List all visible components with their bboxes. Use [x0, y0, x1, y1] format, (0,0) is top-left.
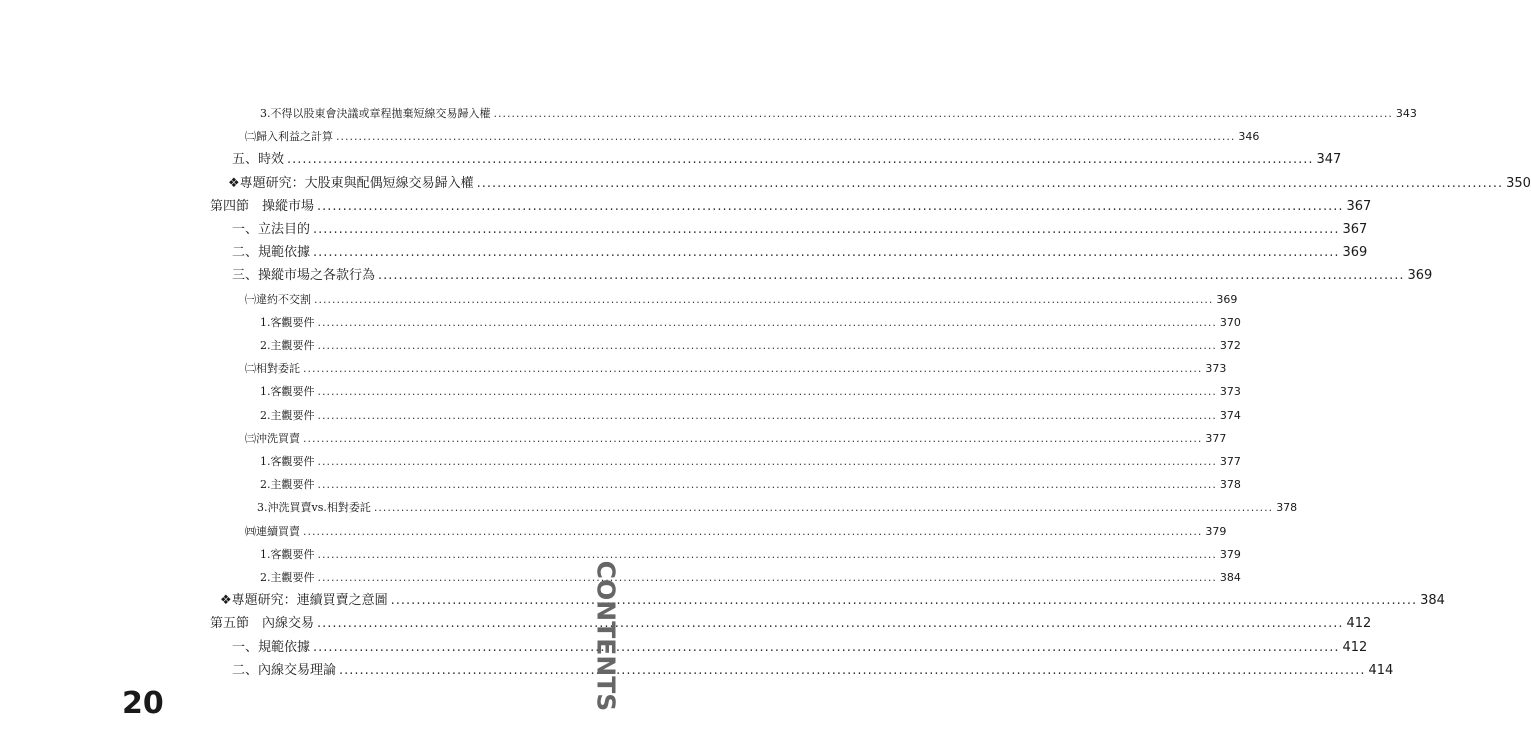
toc-entry-page: 350 [1506, 175, 1531, 191]
toc-entry-title: 3.不得以股東會決議或章程拋棄短線交易歸入權 [260, 107, 491, 120]
page-number: 20 [122, 686, 164, 721]
dot-leader: ........................................................................................................................................................................................................ [317, 339, 1217, 352]
dot-leader: ........................................................................................................................................................................................................ [317, 616, 1344, 632]
toc-entry [210, 614, 1372, 634]
toc-entry-page: 373 [1205, 362, 1227, 376]
dot-leader: ........................................................................................................................................................................................................ [313, 639, 1340, 655]
toc-entry [260, 452, 1241, 472]
toc-entry [257, 498, 1298, 518]
dot-leader: ........................................................................................................................................................................................................ [303, 431, 1203, 445]
dot-leader: ........................................................................................................................................................................................................ [303, 362, 1203, 376]
toc-entry-title: 2.主觀要件 [260, 571, 315, 584]
toc-entry-title: 三、操縱市場之各款行為 [232, 268, 376, 284]
toc-entry-page: 372 [1219, 339, 1241, 352]
dot-leader: ........................................................................................................................................................................................................ [390, 593, 1418, 609]
toc-entry [232, 638, 1368, 658]
toc-entry-page: 370 [1219, 315, 1241, 329]
dot-leader: ........................................................................................................................................................................................................ [313, 245, 1340, 261]
toc-entry-title: 1.客觀要件 [260, 385, 315, 399]
dot-leader: ........................................................................................................................................................................................................ [317, 571, 1217, 584]
toc-entry-page: 384 [1219, 571, 1241, 584]
toc-entry-page: 373 [1219, 385, 1241, 399]
toc-entry [232, 266, 1433, 286]
toc-entry-page: 379 [1219, 547, 1241, 561]
toc-entry-title: 第五節 內線交易 [210, 616, 315, 632]
toc-entry-title: 第四節 操縱市場 [210, 198, 315, 214]
toc-entry-title: 2.主觀要件 [260, 339, 315, 352]
dot-leader: ........................................................................................................................................................................................................ [317, 547, 1217, 561]
toc-entry-page: 347 [1316, 152, 1342, 168]
toc-entry-title: 一、規範依據 [232, 639, 311, 655]
toc-entry [260, 313, 1241, 333]
dot-leader: ........................................................................................................................................................................................................ [378, 268, 1405, 284]
toc-entry-page: 414 [1368, 662, 1394, 678]
dot-leader: ........................................................................................................................................................................................................ [476, 175, 1504, 191]
dot-leader: ........................................................................................................................................................................................................ [317, 455, 1217, 468]
toc-entry-page: 369 [1216, 292, 1238, 306]
toc-entry-page: 346 [1238, 130, 1260, 144]
toc-entry-page: 384 [1420, 593, 1445, 609]
toc-entry-page: 367 [1342, 222, 1368, 237]
toc-entry [232, 661, 1394, 681]
dot-leader: ........................................................................................................................................................................................................ [373, 501, 1274, 515]
toc-entry-page: 379 [1205, 524, 1227, 538]
toc-entry [245, 522, 1227, 542]
contents-side-label [586, 560, 626, 712]
dot-leader: ........................................................................................................................................................................................................ [336, 130, 1236, 144]
toc-entry [232, 243, 1368, 263]
dot-leader: ........................................................................................................................................................................................................ [313, 222, 1340, 237]
dot-leader: ........................................................................................................................................................................................................ [317, 478, 1217, 492]
dot-leader: ........................................................................................................................................................................................................ [287, 152, 1314, 168]
toc-entry [260, 406, 1241, 426]
toc-entry-page: 343 [1395, 107, 1417, 120]
toc-entry-title: 二、規範依據 [232, 245, 311, 261]
toc-entry-title: 二、內線交易理論 [232, 662, 337, 678]
dot-leader: ........................................................................................................................................................................................................ [317, 198, 1344, 214]
toc-entry-page: 367 [1346, 198, 1372, 214]
toc-entry-page: 378 [1276, 501, 1298, 515]
toc-entry-title: 1.客觀要件 [260, 315, 315, 329]
toc-entry [260, 475, 1241, 495]
dot-leader: ........................................................................................................................................................................................................ [317, 315, 1217, 329]
toc-entry-page: 369 [1407, 268, 1433, 284]
toc-entry-title: 1.客觀要件 [260, 547, 315, 561]
toc-entry-title: 2.主觀要件 [260, 408, 315, 422]
dot-leader: ........................................................................................................................................................................................................ [317, 408, 1217, 422]
dot-leader: ........................................................................................................................................................................................................ [339, 662, 1366, 678]
dot-leader: ........................................................................................................................................................................................................ [314, 292, 1214, 306]
toc-entry-title: 一、立法目的 [232, 222, 311, 237]
toc-entry [245, 359, 1227, 379]
toc-entry-title: 3.沖洗買賣vs.相對委託 [257, 501, 371, 515]
dot-leader: ........................................................................................................................................................................................................ [317, 385, 1217, 399]
toc-entry [245, 290, 1238, 310]
toc-entry [228, 174, 1531, 194]
dot-leader: ........................................................................................................................................................................................................ [303, 524, 1203, 538]
toc-entry-page: 377 [1205, 431, 1227, 445]
toc-entry-title: ㈡歸入利益之計算 [245, 130, 333, 144]
contents-side-label-text: CONTENTS [591, 560, 621, 712]
toc-entry-title: ㈠違約不交割 [245, 292, 311, 306]
toc-entry-page: 369 [1342, 245, 1368, 261]
toc-entry [210, 197, 1372, 217]
toc-entry [260, 545, 1241, 565]
toc-entry [245, 429, 1227, 449]
dot-leader: ........................................................................................................................................................................................................ [493, 107, 1393, 120]
toc-entry-title: 2.主觀要件 [260, 478, 315, 492]
toc-entry-title: 1.客觀要件 [260, 455, 315, 468]
toc-entry-title: ❖專題研究：連續買賣之意圖 [220, 593, 388, 609]
toc-entry-title: ❖專題研究：大股東與配偶短線交易歸入權 [228, 175, 474, 191]
toc-entry [245, 127, 1260, 147]
toc-entry-page: 377 [1219, 455, 1241, 468]
toc-entry [232, 220, 1368, 240]
toc-entry [232, 150, 1342, 170]
toc-entry-page: 412 [1346, 616, 1372, 632]
toc-entry-title: ㈢沖洗買賣 [245, 431, 300, 445]
toc-entry [260, 104, 1417, 124]
toc-entry-title: 五、時效 [232, 152, 285, 168]
toc-entry-title: ㈣連續買賣 [245, 524, 300, 538]
toc-entry-page: 374 [1219, 408, 1241, 422]
toc-entry-page: 378 [1219, 478, 1241, 492]
toc-entry [260, 568, 1241, 588]
toc-entry-title: ㈡相對委託 [245, 362, 300, 376]
toc-entry [260, 382, 1241, 402]
toc-entry-page: 412 [1342, 639, 1368, 655]
toc-entry [220, 591, 1445, 611]
toc-entry [260, 336, 1241, 356]
